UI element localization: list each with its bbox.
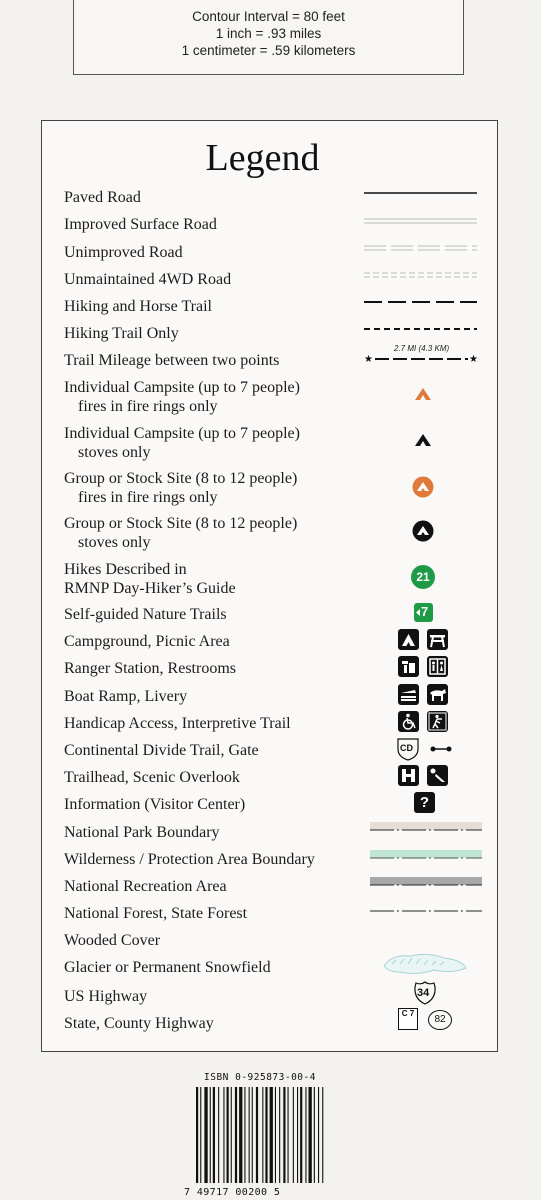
- nature-trail-icon: [414, 603, 433, 622]
- us-highway-number: 34: [417, 987, 430, 999]
- recreation-area-line: [370, 877, 482, 893]
- cdt-gate-icon: [396, 737, 420, 761]
- trailhead-overlook-icon: [398, 765, 450, 787]
- improved-road-line: [364, 216, 479, 226]
- legend-item-hiking-trail: Hiking Trail Only: [64, 325, 179, 342]
- hike-number-icon: 21: [411, 565, 435, 589]
- wilderness-boundary-line: [370, 850, 482, 866]
- legend-item-boat-livery: Boat Ramp, Livery: [64, 688, 188, 705]
- legend-item-wooded-cover: Wooded Cover: [64, 932, 161, 949]
- hiking-trail-line: [364, 325, 479, 333]
- legend-item-us-highway: US Highway: [64, 988, 148, 1005]
- legend-item-group-stoves: Group or Stock Site (8 to 12 people) stoves only: [64, 515, 298, 551]
- legend-title: Legend: [205, 137, 320, 179]
- legend-item-wilderness-boundary: Wilderness / Protection Area Boundary: [64, 851, 315, 868]
- handicap-interpretive-icon: [398, 711, 450, 733]
- 4wd-road-line: [364, 270, 479, 280]
- legend-item-day-hikes: Hikes Described in RMNP Day-Hiker’s Guide: [64, 561, 236, 597]
- nature-trail-number: 7: [421, 604, 429, 619]
- legend-item-cdt-gate: Continental Divide Trail, Gate: [64, 742, 259, 759]
- tent-orange-icon: [414, 386, 432, 402]
- ranger-restroom-icon: [398, 656, 450, 678]
- legend-item-improved-road: Improved Surface Road: [64, 216, 217, 233]
- legend-item-forest: National Forest, State Forest: [64, 905, 248, 922]
- legend-item-park-boundary: National Park Boundary: [64, 824, 220, 841]
- cm-scale-text: 1 centimeter = .59 kilometers: [181, 43, 356, 58]
- legend-item-campsite-stoves: Individual Campsite (up to 7 people) stoves only: [64, 425, 300, 461]
- paved-road-line: [364, 190, 479, 198]
- legend-item-4wd-road: Unmaintained 4WD Road: [64, 271, 232, 288]
- campground-picnic-icon: [398, 629, 450, 651]
- legend-item-horse-trail: Hiking and Horse Trail: [64, 298, 212, 315]
- legend-item-ranger-restrooms: Ranger Station, Restrooms: [64, 660, 236, 677]
- legend-item-campsite-fires: Individual Campsite (up to 7 people) fires in fire rings only: [64, 379, 300, 415]
- park-boundary-line: [370, 822, 482, 838]
- glacier-icon: [382, 952, 468, 978]
- inch-scale-text: 1 inch = .93 miles: [215, 26, 322, 41]
- horse-trail-line: [364, 298, 479, 306]
- legend-item-nature-trails: Self-guided Nature Trails: [64, 606, 227, 623]
- isbn-text: ISBN 0-925873-00-4: [204, 1072, 316, 1083]
- svg-text:★: ★: [364, 354, 373, 365]
- legend-item-handicap-interpretive: Handicap Access, Interpretive Trail: [64, 715, 291, 732]
- trail-mileage-text: 2.7 MI (4.3 KM): [394, 344, 450, 353]
- barcode-number: 7 49717 00200 5: [184, 1187, 281, 1198]
- gate-icon: [430, 744, 452, 754]
- information-icon: ?: [414, 792, 435, 813]
- legend-item-trail-mileage: Trail Mileage between two points: [64, 352, 280, 369]
- legend-item-campground-picnic: Campground, Picnic Area: [64, 633, 230, 650]
- legend-item-trailhead-overlook: Trailhead, Scenic Overlook: [64, 769, 240, 786]
- state-highway-icon: 82: [428, 1010, 452, 1030]
- legend-item-state-county-highway: State, County Highway: [64, 1015, 214, 1032]
- barcode: [196, 1087, 346, 1187]
- contour-interval-text: Contour Interval = 80 feet: [192, 9, 345, 24]
- legend-item-glacier: Glacier or Permanent Snowfield: [64, 959, 271, 976]
- tent-black-icon: [414, 432, 432, 448]
- county-highway-icon: C 7: [398, 1008, 418, 1030]
- us-highway-icon: [413, 981, 437, 1005]
- cdt-letters: CD: [400, 743, 413, 753]
- unimproved-road-line: [364, 243, 479, 253]
- group-site-black-icon: [412, 520, 434, 542]
- svg-text:★: ★: [469, 354, 478, 365]
- legend-item-information: Information (Visitor Center): [64, 796, 246, 813]
- legend-item-paved-road: Paved Road: [64, 189, 141, 206]
- scale-info-box: [73, 0, 464, 75]
- legend-item-group-fires: Group or Stock Site (8 to 12 people) fires in fire rings only: [64, 470, 298, 506]
- boat-livery-icon: [398, 684, 450, 706]
- group-site-orange-icon: [412, 476, 434, 498]
- legend-item-recreation-area: National Recreation Area: [64, 878, 227, 895]
- forest-boundary-line: [370, 907, 482, 915]
- trail-mileage-icon: [364, 344, 480, 366]
- legend-item-unimproved-road: Unimproved Road: [64, 244, 183, 261]
